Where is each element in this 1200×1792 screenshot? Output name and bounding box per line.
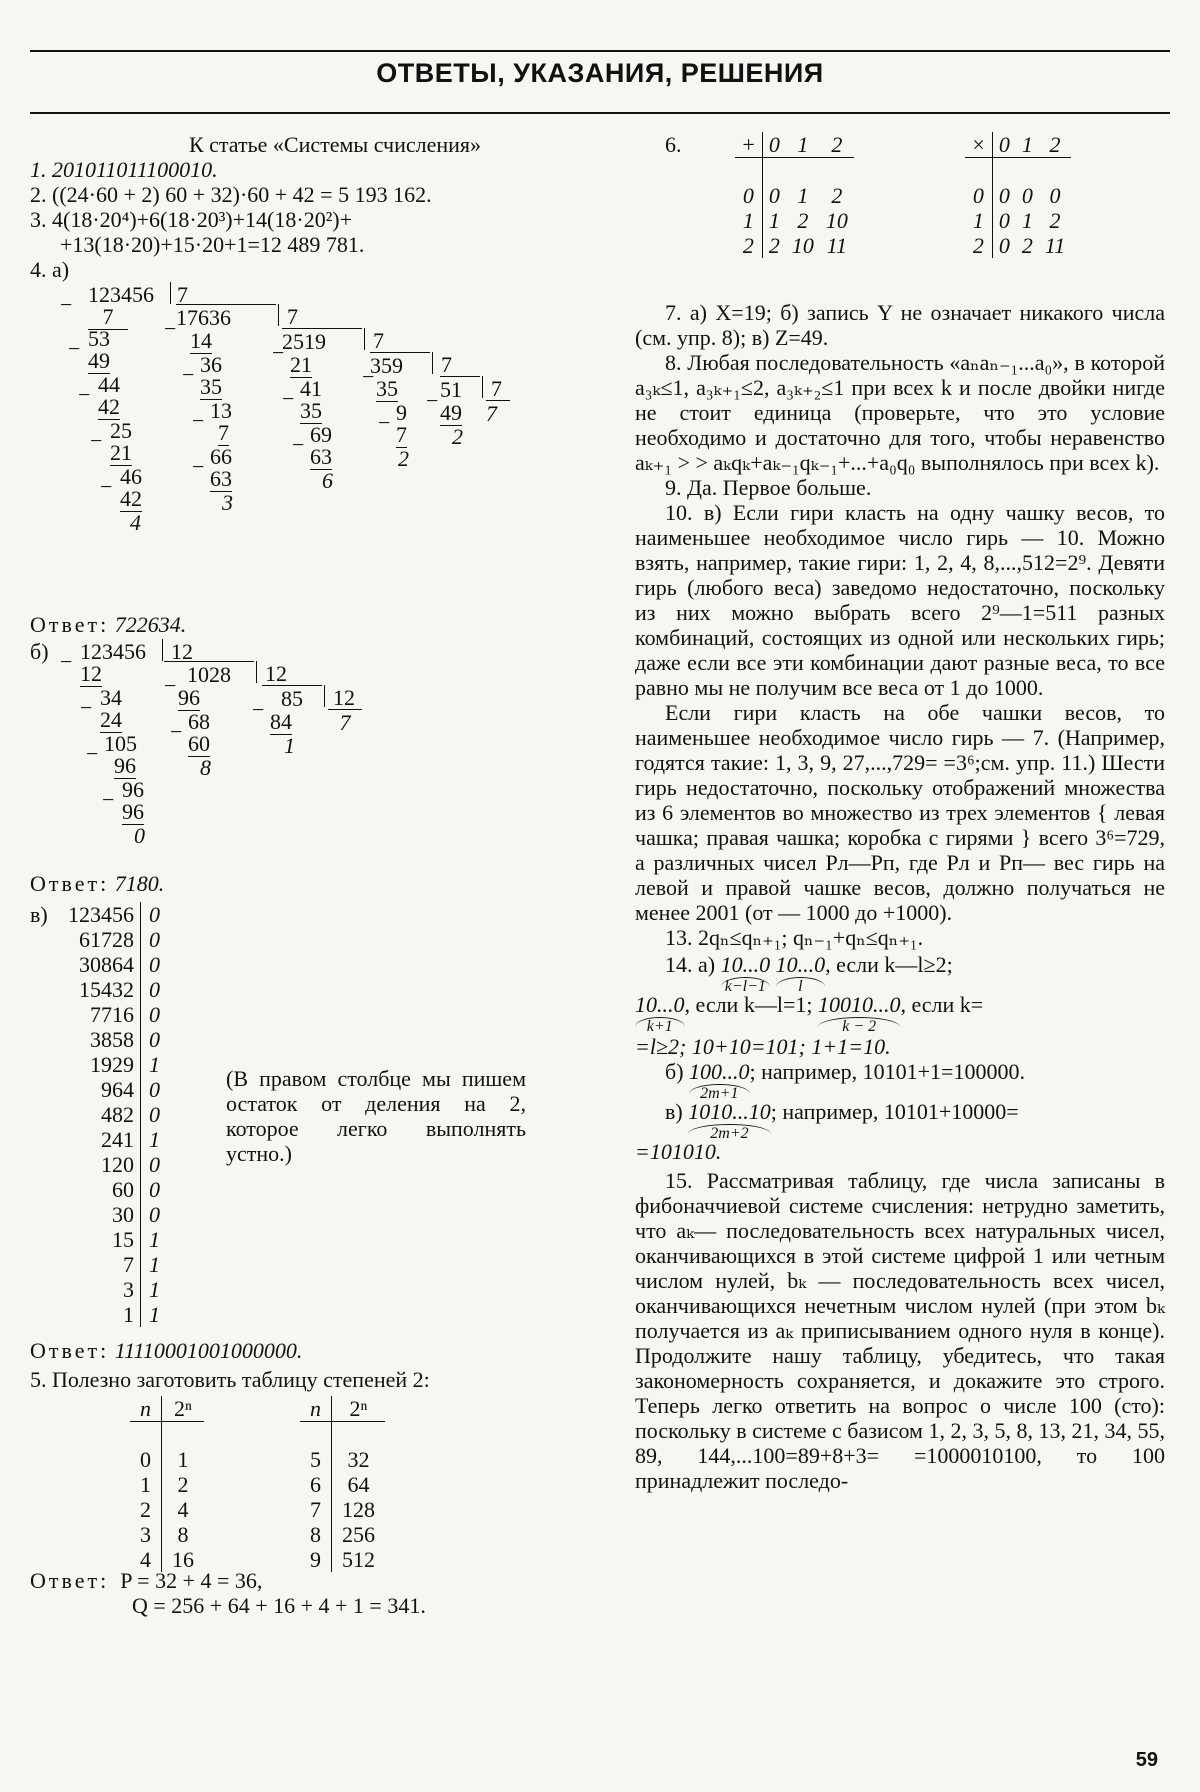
div-num: 123456 <box>88 282 154 307</box>
table-row <box>62 1277 166 1302</box>
table-row <box>62 1127 166 1152</box>
div-num: 7 <box>486 400 510 426</box>
minus-sign: − <box>426 388 439 413</box>
spacer-cell <box>762 158 786 184</box>
table-cell: 120 <box>101 1152 134 1177</box>
spacer-cell <box>735 158 762 184</box>
table-header-cell: 0 <box>762 132 786 158</box>
div-num: 63 <box>210 466 232 491</box>
article-title: К статье «Системы счисления» <box>188 132 482 157</box>
answer-2: 2. ((24·60 + 2) 60 + 32)·60 + 42 = 5 193 162. <box>30 182 432 207</box>
div-num: 41 <box>300 376 322 401</box>
div-num: 105 <box>104 731 137 756</box>
answer-4v <box>30 1338 640 1363</box>
div-num: 96 <box>122 799 144 824</box>
answer-label: Ответ: <box>30 1338 110 1363</box>
spacer-cell <box>300 1422 332 1448</box>
table-cell: 1 <box>130 1472 162 1497</box>
table-cell: 1 <box>141 1302 167 1327</box>
table-header-cell: 2ⁿ <box>332 1396 386 1422</box>
table-cell: 15 <box>112 1227 134 1252</box>
spacer-row <box>735 158 854 184</box>
table-cell: 11 <box>826 233 848 258</box>
table-cell: 0 <box>141 902 167 927</box>
addition-table <box>735 132 854 258</box>
condition: , если k—l=1; <box>684 992 813 1017</box>
answer-15: 15. Рассматривая таблицу, где числа записаны в фибоначчиевой системе счисления: нетрудно заметить, что aₖ— последовательность всех натуральных чисел, оканчивающихся в этой системе цифрой 1 или четным числом нулей, bₖ — последовательность всех чисел, оканчивающихся нечетным числом нулей (при этом bₖ получается из aₖ приписыванием одного нуля в конце). Продолжите нашу таблицу, убедитесь, что такая закономерность сохраняется, и докажите это строго. Теперь легко ответить на вопрос о числе 100 (сто): поскольку в системе с базисом 1, 2, 3, 5, 8, 13, 21, 34, 55, 89, 144,...100=89+8+3= =1000010100, то 100 принадлежит последо- <box>635 1168 1165 1493</box>
table-cell: 2 <box>735 233 762 258</box>
div-num: 46 <box>120 464 142 489</box>
spacer-cell <box>332 1422 386 1448</box>
div-num: 44 <box>98 372 120 397</box>
table-header-cell: 2 <box>1039 132 1071 158</box>
answer-4b <box>30 871 640 896</box>
answer-14-line3: =l≥2; 10+10=101; 1+1=10. <box>635 1034 891 1059</box>
table-row <box>62 927 166 952</box>
powers-table-right <box>300 1396 385 1572</box>
powers-table-left <box>130 1396 204 1572</box>
minus-sign: − <box>164 673 177 698</box>
table-row <box>62 1102 166 1127</box>
table-row <box>735 208 854 233</box>
table-row <box>130 1472 204 1497</box>
minus-sign: − <box>102 787 115 812</box>
table-cell: 0 <box>141 1202 167 1227</box>
div-num: 7 <box>218 420 229 445</box>
table-cell: 7716 <box>90 1002 134 1027</box>
table-cell: 3858 <box>90 1027 134 1052</box>
table-header-cell: 1 <box>1016 132 1039 158</box>
table-cell: 2 <box>130 1497 162 1522</box>
example: ; например, 10101+10000= <box>770 1099 1019 1124</box>
powers-tables <box>30 1396 640 1572</box>
table-row <box>130 1447 204 1472</box>
div-num: 12 <box>256 661 287 683</box>
table-row <box>130 1522 204 1547</box>
div-num: 96 <box>114 753 136 778</box>
table-cell: 0 <box>965 183 992 208</box>
table-cell: 0 <box>141 1177 167 1202</box>
spacer-row <box>965 158 1071 184</box>
table-cell: 9 <box>300 1547 332 1572</box>
spacer-cell <box>992 158 1016 184</box>
part-label: в) <box>30 902 48 927</box>
table-cell: 0 <box>998 208 1010 233</box>
table-cell: 0 <box>130 1447 162 1472</box>
table-cell: 0 <box>141 1002 167 1027</box>
div-num: 7 <box>328 709 362 735</box>
answer-1: 1. 201011011100010. <box>30 157 218 182</box>
table-cell: 0 <box>735 183 762 208</box>
minus-sign: − <box>252 697 265 722</box>
table-cell: 1 <box>141 1227 167 1252</box>
minus-sign: − <box>272 340 285 365</box>
div-num: 12 <box>80 661 102 686</box>
div-num: 4 <box>130 510 141 535</box>
table-row <box>62 1252 166 1277</box>
table-cell: 1 <box>177 1447 189 1472</box>
page-number: 59 <box>1135 1749 1158 1771</box>
table-cell: 2 <box>1021 233 1033 258</box>
table-row <box>735 233 854 258</box>
table-cell: 10 <box>825 208 848 233</box>
div-num: 12 <box>324 685 355 707</box>
table-cell: 0 <box>141 977 167 1002</box>
braced-number: 100...0 2m+1 <box>689 1059 750 1102</box>
table-row <box>62 1177 166 1202</box>
table-cell: 4 <box>130 1547 162 1572</box>
table-cell: 10 <box>791 233 814 258</box>
table-cell: 128 <box>342 1497 375 1522</box>
table-cell: 1 <box>141 1277 167 1302</box>
div-num: 96 <box>178 685 200 710</box>
table-header-cell: n <box>130 1396 162 1422</box>
table-cell: 1 <box>1021 208 1033 233</box>
answer-10a: 10. в) Если гири класть на одну чашку весов, то наименьшее необходимое число гирь — 10. Можно взять, например, такие гири: 1, 2, 4, 8,...,512=2⁹. Девяти гирь (любого веса) заведомо недостаточно, поскольку из них можно выбрать всего 2⁹—1=511 разных комбинаций, состоящих из одной или нескольких гирь; даже если все эти комбинации дают разные веса, то все равно мы не получим все веса от 1 до 1000. <box>635 500 1165 700</box>
div-num: 8 <box>200 755 211 780</box>
div-num: 35 <box>300 398 322 423</box>
table-cell: 0 <box>141 1102 167 1127</box>
table-header-row <box>130 1396 204 1422</box>
table-cell: 11 <box>1044 233 1066 258</box>
div-num: 34 <box>100 685 122 710</box>
answer-14-end: =101010. <box>635 1139 722 1164</box>
div-num: 3 <box>222 490 233 515</box>
minus-sign: − <box>60 292 73 317</box>
table-cell: 30 <box>112 1202 134 1227</box>
minus-sign: − <box>182 362 195 387</box>
table-cell: 16 <box>172 1547 194 1572</box>
div-num: 49 <box>440 400 462 425</box>
table-cell: 1 <box>123 1302 134 1327</box>
div-num: 60 <box>188 731 210 756</box>
table-cell: 1 <box>797 183 809 208</box>
spacer-cell <box>965 158 992 184</box>
table-header-row <box>735 132 854 158</box>
table-row <box>62 1302 166 1327</box>
table-row <box>62 1077 166 1102</box>
table-cell: 0 <box>141 1027 167 1052</box>
spacer-row <box>300 1422 385 1448</box>
binary-table <box>62 902 166 1327</box>
div-num: 53 <box>88 326 110 351</box>
table-cell: 6 <box>300 1472 332 1497</box>
table-row <box>735 183 854 208</box>
table-cell: 0 <box>1049 183 1061 208</box>
table-cell: 30864 <box>79 952 134 977</box>
answer-13: 13. 2qₙ≤qₙ₊₁; qₙ₋₁+qₙ≤qₙ₊₁. <box>665 925 924 950</box>
table-cell: 0 <box>998 183 1010 208</box>
answer-6 <box>635 132 1165 300</box>
table-row <box>130 1547 204 1572</box>
table-row <box>62 977 166 1002</box>
div-num: 9 <box>396 400 407 425</box>
div-num: 7 <box>88 304 128 330</box>
table-header-cell: 2 <box>820 132 854 158</box>
answer-5-line2: Q = 256 + 64 + 16 + 4 + 1 = 341. <box>132 1593 426 1618</box>
answer-label: Ответ: <box>30 871 110 896</box>
div-num: 7 <box>170 282 188 304</box>
table-cell: 61728 <box>79 927 134 952</box>
table-cell: 2 <box>831 183 843 208</box>
spacer-cell <box>162 1422 205 1448</box>
table-row <box>300 1547 385 1572</box>
table-row <box>965 208 1071 233</box>
div-num: 2 <box>452 424 463 449</box>
table-row <box>62 1002 166 1027</box>
div-num: 35 <box>200 374 222 399</box>
braced-number: 10010...0 k − 2 <box>817 992 901 1035</box>
answer-7: 7. а) X=19; б) запись Y не означает никакого числа (см. упр. 8); в) Z=49. <box>635 300 1165 350</box>
answer-value: 722634. <box>114 612 187 637</box>
table-cell: 1 <box>141 1127 167 1152</box>
table-row <box>300 1497 385 1522</box>
item-number: 6. <box>665 132 682 157</box>
div-num: 85 <box>262 685 322 711</box>
div-num: 359 <box>370 352 430 378</box>
table-row <box>62 952 166 977</box>
answer-5: 5. Полезно заготовить таблицу степеней 2: <box>30 1367 430 1392</box>
minus-sign: − <box>378 410 391 435</box>
answer-9: 9. Да. Первое больше. <box>665 475 872 500</box>
item-label: б) <box>665 1059 684 1084</box>
answer-3-line2: +13(18·20)+15·20+1=12 489 781. <box>60 232 365 257</box>
table-row <box>62 1227 166 1252</box>
table-cell: 512 <box>342 1547 375 1572</box>
minus-sign: − <box>164 316 177 341</box>
right-column <box>635 132 1165 1752</box>
answer-10b: Если гири класть на обе чашки весов, то наименьшее необходимое число гирь — 7. (Например, годятся такие: 1, 3, 9, 27,...,729= =3⁶;см. упр. 11.) Шести гирь недостаточно, поскольку отображений множества из 6 элементов во множество из трех элементов { левая чашка; правая чашка; коробка с гирями } всего 3⁶=729, а различных чисел Pл—Pп, где Pл и Pп— вес гирь на левой и правой чашке весов, должно получаться не менее 2001 (от — 1000 до +1000). <box>635 700 1165 925</box>
answer-14 <box>635 952 1165 1164</box>
table-cell: 256 <box>342 1522 375 1547</box>
condition: , если k= <box>900 992 984 1017</box>
div-num: 49 <box>88 348 110 373</box>
table-cell: 0 <box>768 183 780 208</box>
div-num: 6 <box>322 468 333 493</box>
table-cell: 1 <box>141 1252 167 1277</box>
minus-sign: − <box>80 695 93 720</box>
table-cell: 0 <box>998 233 1010 258</box>
table-row <box>300 1472 385 1497</box>
table-cell: 2 <box>1049 208 1061 233</box>
table-cell: 64 <box>347 1472 370 1497</box>
table-cell: 1 <box>965 208 992 233</box>
answer-3-line1: 3. 4(18·20⁴)+6(18·20³)+14(18·20²)+ <box>30 207 353 232</box>
div-num: 2519 <box>282 328 362 354</box>
page-header: ОТВЕТЫ, УКАЗАНИЯ, РЕШЕНИЯ <box>376 58 824 88</box>
table-header-cell: 2ⁿ <box>162 1396 205 1422</box>
table-row <box>62 1027 166 1052</box>
table-row <box>965 183 1071 208</box>
div-num: 42 <box>120 486 142 511</box>
table-cell: 2 <box>797 208 809 233</box>
minus-sign: − <box>192 454 205 479</box>
minus-sign: − <box>100 474 113 499</box>
table-row <box>300 1522 385 1547</box>
minus-sign: − <box>170 719 183 744</box>
table-cell: 0 <box>141 1077 167 1102</box>
div-num: 21 <box>290 352 312 377</box>
table-header-cell: + <box>735 132 762 158</box>
braced-number: 10...0 k−l−1 <box>720 952 771 995</box>
table-cell: 123456 <box>68 902 134 927</box>
table-header-cell: n <box>300 1396 332 1422</box>
table-cell: 0 <box>141 927 167 952</box>
div-num: 7 <box>278 304 298 326</box>
table-cell: 3 <box>123 1277 134 1302</box>
top-rule <box>30 50 1170 52</box>
minus-sign: − <box>292 432 305 457</box>
condition: , если k—l≥2; <box>825 952 953 977</box>
div-num: 13 <box>210 398 232 423</box>
binary-conversion <box>30 902 640 1338</box>
answer-value: 11110001001000000. <box>114 1338 303 1363</box>
table-cell: 1 <box>768 208 780 233</box>
div-num: 24 <box>100 707 122 732</box>
div-num: 2 <box>398 446 409 471</box>
minus-sign: − <box>86 741 99 766</box>
div-num: 96 <box>122 777 144 802</box>
minus-sign: − <box>362 364 375 389</box>
answer-label: Ответ: <box>30 612 110 637</box>
part-label: б) <box>30 639 49 664</box>
table-cell: 964 <box>101 1077 134 1102</box>
div-num: 25 <box>110 418 132 443</box>
table-cell: 1929 <box>90 1052 134 1077</box>
minus-sign: − <box>68 336 81 361</box>
table-cell: 482 <box>101 1102 134 1127</box>
div-num: 84 <box>270 709 292 734</box>
item-label: в) <box>665 1099 683 1124</box>
div-num: 21 <box>110 440 132 465</box>
answer-5-line1: P = 32 + 4 = 36, <box>120 1568 263 1593</box>
div-num: 14 <box>190 328 212 353</box>
table-header-row <box>965 132 1071 158</box>
div-num: 35 <box>376 376 398 401</box>
div-num: 123456 <box>80 639 146 664</box>
table-cell: 32 <box>347 1447 370 1472</box>
left-column <box>30 132 640 1752</box>
table-row <box>130 1497 204 1522</box>
table-row <box>300 1447 385 1472</box>
div-num: 12 <box>162 639 193 661</box>
table-cell: 4 <box>177 1497 189 1522</box>
table-row <box>965 233 1071 258</box>
division-by-7 <box>60 282 640 612</box>
table-cell: 1 <box>735 208 762 233</box>
table-header-row <box>300 1396 385 1422</box>
div-num: 0 <box>134 823 145 848</box>
div-num: 51 <box>440 376 480 402</box>
minus-sign: − <box>282 386 295 411</box>
answer-value: 7180. <box>114 871 165 896</box>
div-num: 1 <box>284 733 295 758</box>
table-cell: 8 <box>300 1522 332 1547</box>
div-num: 69 <box>310 422 332 447</box>
table-cell: 241 <box>101 1127 134 1152</box>
minus-sign: − <box>90 428 103 453</box>
answer-label: Ответ: <box>30 1568 110 1593</box>
table-cell: 60 <box>112 1177 134 1202</box>
answer-4-label: 4. а) <box>30 257 70 282</box>
minus-sign: − <box>192 408 205 433</box>
table-row <box>62 1152 166 1177</box>
table-row <box>62 1202 166 1227</box>
table-cell: 0 <box>1021 183 1033 208</box>
multiplication-table <box>965 132 1071 258</box>
table-cell: 0 <box>141 952 167 977</box>
table-cell: 0 <box>141 1152 167 1177</box>
table-cell: 1 <box>141 1052 167 1077</box>
table-cell: 2 <box>965 233 992 258</box>
table-cell: 7 <box>300 1497 332 1522</box>
table-row <box>62 1052 166 1077</box>
table-row <box>62 902 166 927</box>
spacer-cell <box>130 1422 162 1448</box>
table-cell: 7 <box>123 1252 134 1277</box>
div-num: 7 <box>482 376 502 398</box>
binary-note: (В правом столбце мы пишем остаток от деления на 2, которое легко выполнять устно.) <box>226 1066 526 1166</box>
div-num: 7 <box>364 328 384 350</box>
item-label: 14. а) <box>665 952 716 977</box>
table-cell: 15432 <box>79 977 134 1002</box>
table-header-cell: × <box>965 132 992 158</box>
div-num: 68 <box>188 709 210 734</box>
minus-sign: − <box>60 649 73 674</box>
div-num: 17636 <box>176 304 276 330</box>
table-header-cell: 1 <box>786 132 820 158</box>
div-num: 42 <box>98 394 120 419</box>
answer-8: 8. Любая последовательность «aₙaₙ₋₁...a₀», в которой a₃ₖ≤1, a₃ₖ₊₁≤2, a₃ₖ₊₂≤1 при всех k и после двойки нигде не стоит единица (проверьте, что это условие необходимо и достаточно для того, чтобы неравенство aₖ₊₁ > > aₖqₖ+aₖ₋₁qₖ₋₁+...+a₀q₀ выполнялось при всех k). <box>635 350 1165 475</box>
div-num: 63 <box>310 444 332 469</box>
table-cell: 8 <box>177 1522 189 1547</box>
table-cell: 2 <box>177 1472 189 1497</box>
table-header-cell: 0 <box>992 132 1016 158</box>
division-by-12 <box>30 639 640 871</box>
answer-4a <box>30 612 640 637</box>
div-num: 66 <box>210 444 232 469</box>
braced-number: 1010...10 2m+2 <box>688 1099 771 1142</box>
div-num: 36 <box>200 352 222 377</box>
table-cell: 2 <box>768 233 780 258</box>
header-rule <box>30 112 1170 114</box>
table-cell: 3 <box>130 1522 162 1547</box>
div-num: 7 <box>396 422 407 447</box>
div-num: 1028 <box>164 661 254 687</box>
div-num: 7 <box>432 352 452 374</box>
table-cell: 5 <box>300 1447 332 1472</box>
spacer-row <box>130 1422 204 1448</box>
example: ; например, 10101+1=100000. <box>749 1059 1025 1084</box>
braced-number: 10...0 k+1 <box>635 992 685 1035</box>
minus-sign: − <box>78 382 91 407</box>
braced-number: 10...0 l <box>775 952 826 995</box>
